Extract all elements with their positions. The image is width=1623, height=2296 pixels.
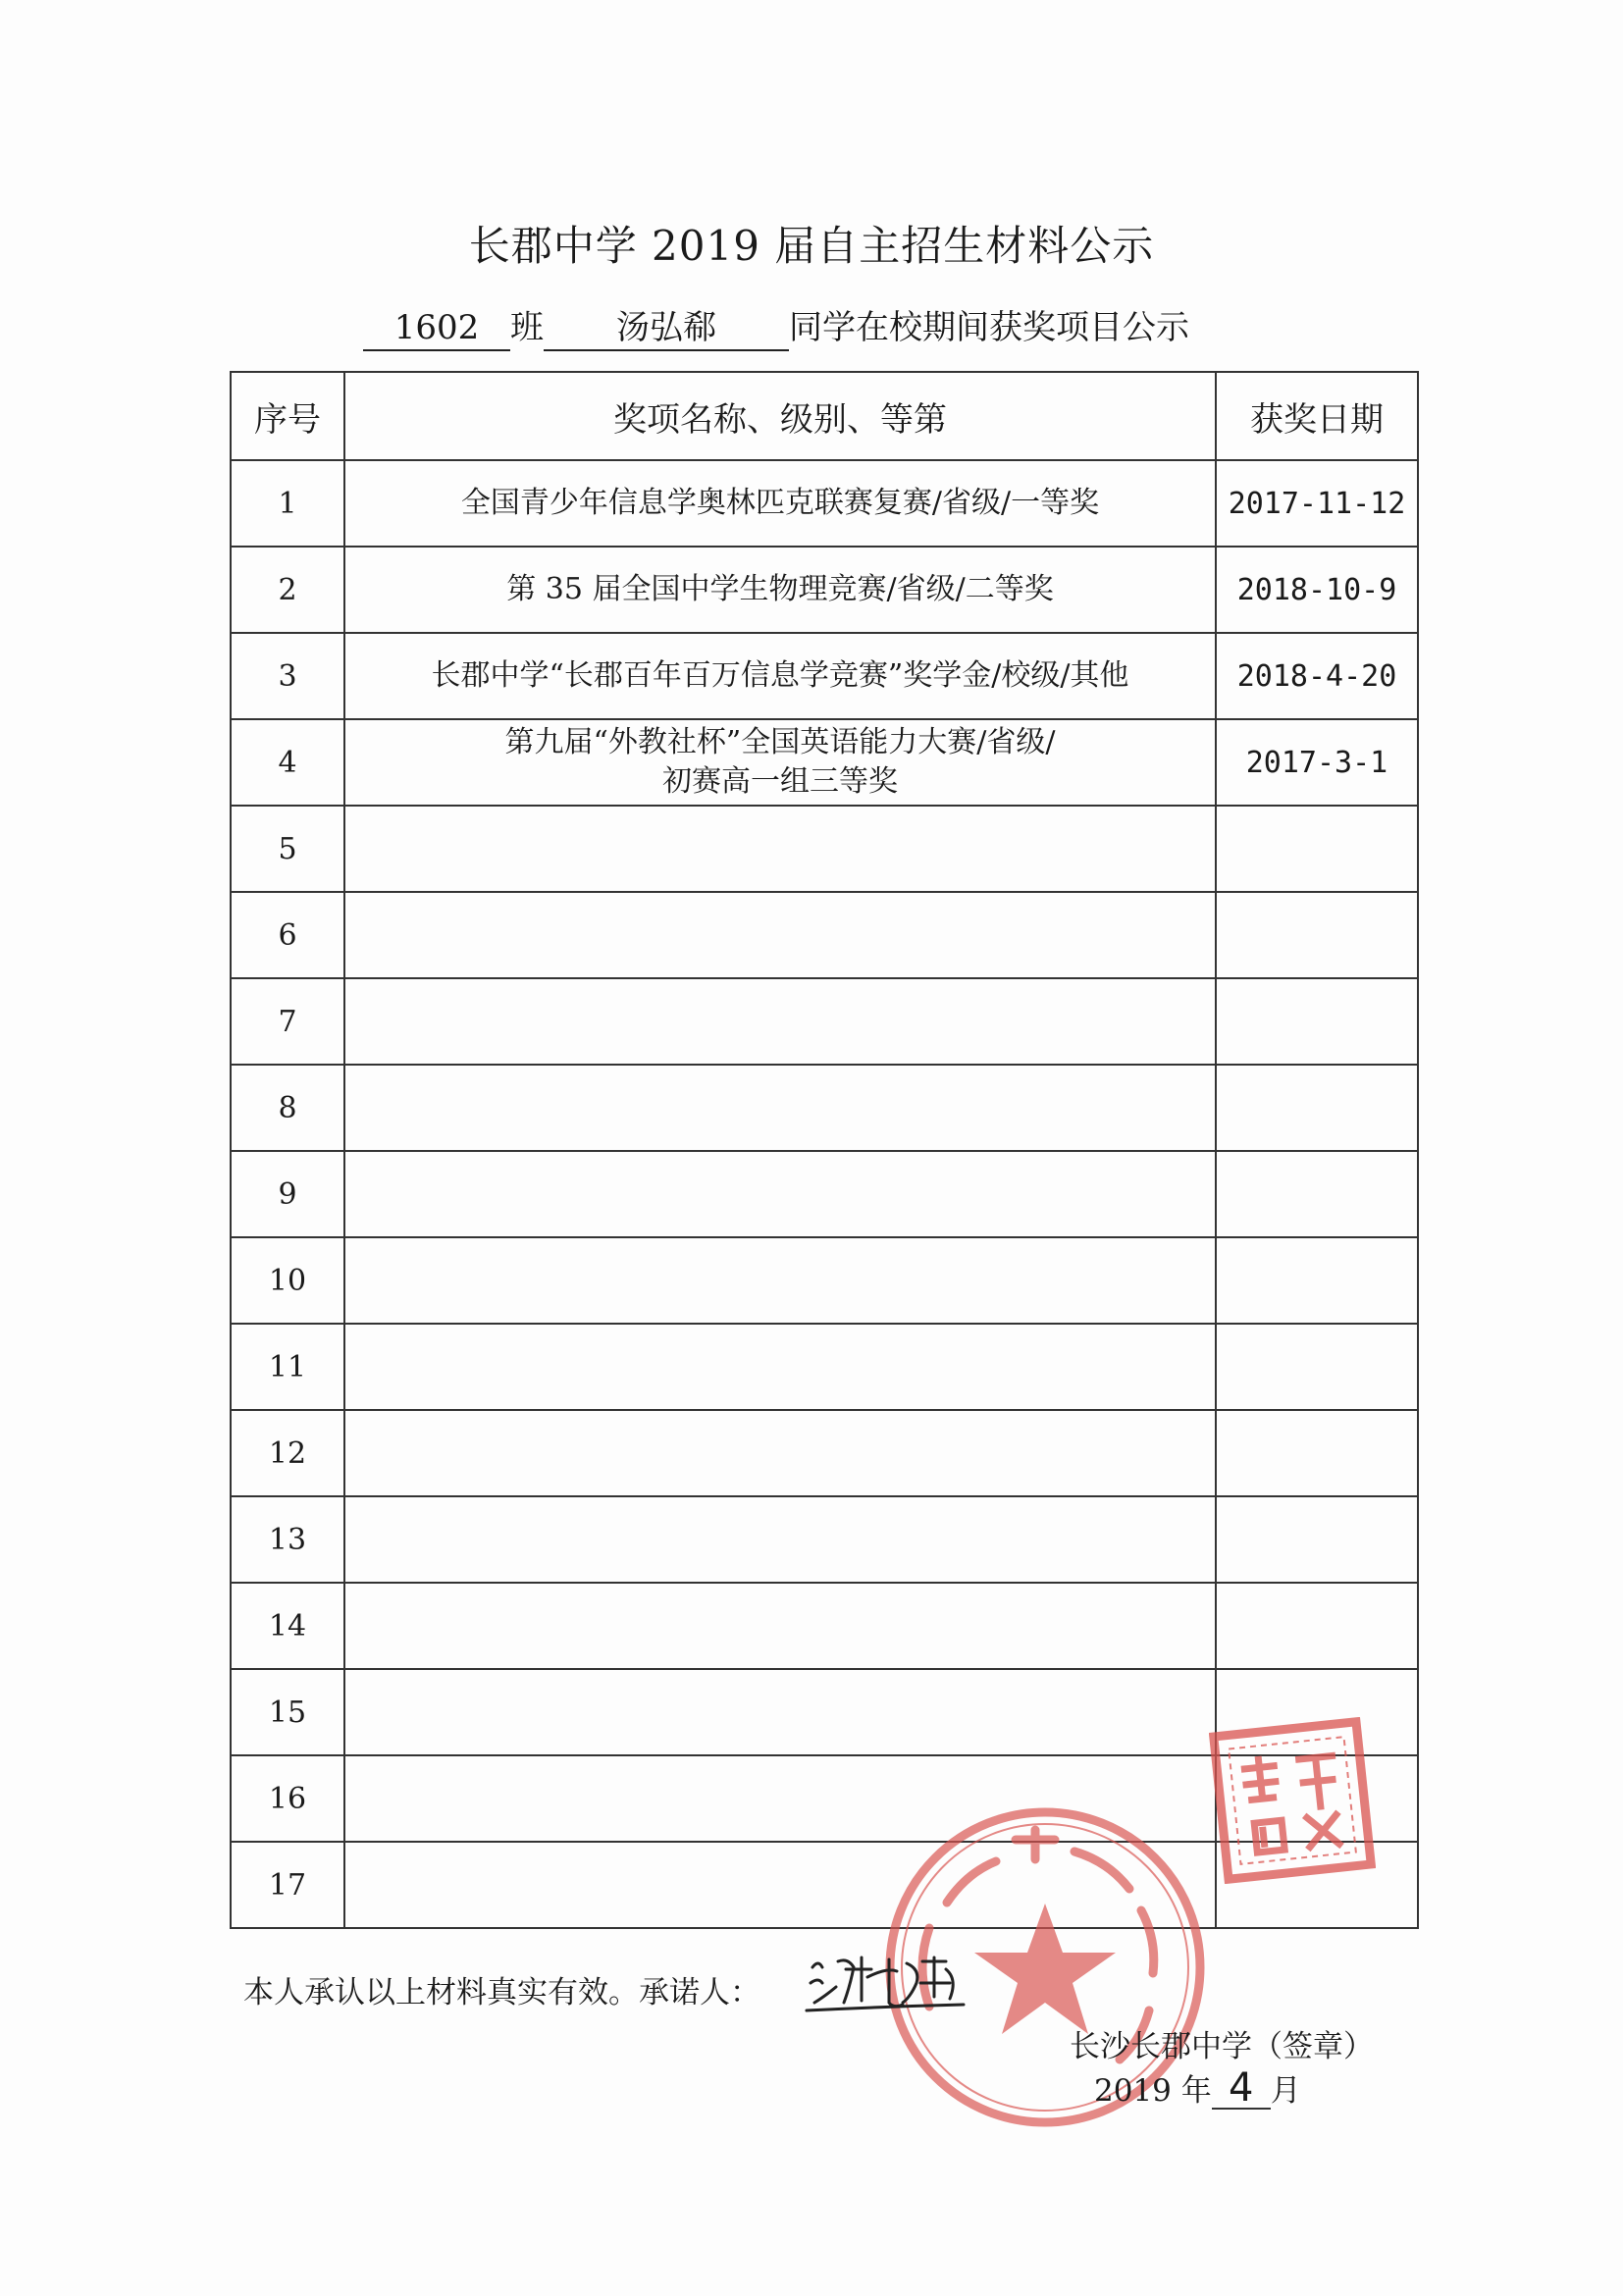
row-number: 12 [231, 1410, 344, 1496]
table-row [231, 1237, 1418, 1324]
award-name [344, 719, 1216, 806]
table-row [231, 978, 1418, 1065]
award-date [1216, 1151, 1418, 1237]
table-row [231, 1496, 1418, 1583]
document-title: 长郡中学 2019 届自主招生材料公示 [468, 222, 1155, 270]
table-row [231, 633, 1418, 719]
award-name [344, 1065, 1216, 1151]
award-name [344, 1410, 1216, 1496]
award-date [1216, 1496, 1418, 1583]
award-name: 全国青少年信息学奥林匹克联赛复赛/省级/一等奖 [344, 460, 1216, 547]
award-name: 长郡中学“长郡百年百万信息学竞赛”奖学金/校级/其他 [344, 633, 1216, 719]
header-number: 序号 [231, 372, 344, 460]
row-number: 14 [231, 1583, 344, 1669]
table-header-row [231, 372, 1418, 460]
pledge-statement: 本人承认以上材料真实有效。承诺人： [243, 1975, 760, 2010]
awards-table [230, 371, 1419, 1929]
award-date: 2017-3-1 [1216, 719, 1418, 806]
award-date [1216, 892, 1418, 978]
award-date: 2017-11-12 [1216, 460, 1418, 547]
award-name [344, 892, 1216, 978]
award-name [344, 806, 1216, 892]
award-date [1216, 806, 1418, 892]
sign-month-suffix: 月 [1270, 2073, 1301, 2109]
award-name [344, 1237, 1216, 1324]
award-name [344, 1324, 1216, 1410]
award-date [1216, 1410, 1418, 1496]
award-name-line-1: 第九届“外教社杯”全国英语能力大赛/省级/ [504, 725, 1056, 759]
row-number: 4 [231, 719, 344, 806]
header-award: 奖项名称、级别、等第 [344, 372, 1216, 460]
table-row [231, 1324, 1418, 1410]
award-name [344, 1151, 1216, 1237]
award-date [1216, 1583, 1418, 1669]
award-date: 2018-4-20 [1216, 633, 1418, 719]
square-seal-stamp [1209, 1717, 1376, 1884]
award-date [1216, 978, 1418, 1065]
row-number: 2 [231, 547, 344, 633]
table-row [231, 892, 1418, 978]
award-name [344, 1496, 1216, 1583]
class-field: 1602 [363, 306, 510, 351]
document-subtitle [363, 300, 1189, 351]
table-row [231, 1065, 1418, 1151]
subtitle-suffix: 同学在校期间获奖项目公示 [789, 308, 1189, 347]
table-row [231, 806, 1418, 892]
row-number: 16 [231, 1755, 344, 1842]
table-row [231, 1583, 1418, 1669]
sign-date [1094, 2065, 1301, 2110]
row-number: 15 [231, 1669, 344, 1755]
class-suffix: 班 [510, 308, 544, 347]
row-number: 11 [231, 1324, 344, 1410]
sign-year: 2019 年 [1094, 2073, 1212, 2109]
row-number: 10 [231, 1237, 344, 1324]
table-row [231, 719, 1418, 806]
row-number: 5 [231, 806, 344, 892]
row-number: 1 [231, 460, 344, 547]
table-row [231, 460, 1418, 547]
award-date [1216, 1065, 1418, 1151]
table-row [231, 1410, 1418, 1496]
row-number: 17 [231, 1842, 344, 1928]
row-number: 9 [231, 1151, 344, 1237]
row-number: 6 [231, 892, 344, 978]
award-date: 2018-10-9 [1216, 547, 1418, 633]
table-row [231, 1151, 1418, 1237]
student-name-field: 汤弘郗 [544, 306, 789, 351]
award-name [344, 1583, 1216, 1669]
row-number: 8 [231, 1065, 344, 1151]
row-number: 3 [231, 633, 344, 719]
row-number: 13 [231, 1496, 344, 1583]
award-name-line-2: 初赛高一组三等奖 [662, 764, 898, 799]
award-date [1216, 1324, 1418, 1410]
header-date: 获奖日期 [1216, 372, 1418, 460]
row-number: 7 [231, 978, 344, 1065]
school-signature-label: 长沙长郡中学（签章） [1070, 2029, 1374, 2064]
award-name [344, 1669, 1216, 1755]
award-date [1216, 1237, 1418, 1324]
sign-month-handwritten: 4 [1212, 2068, 1271, 2110]
award-name [344, 978, 1216, 1065]
student-signature [805, 1948, 971, 2016]
award-name: 第 35 届全国中学生物理竞赛/省级/二等奖 [344, 547, 1216, 633]
table-row [231, 547, 1418, 633]
